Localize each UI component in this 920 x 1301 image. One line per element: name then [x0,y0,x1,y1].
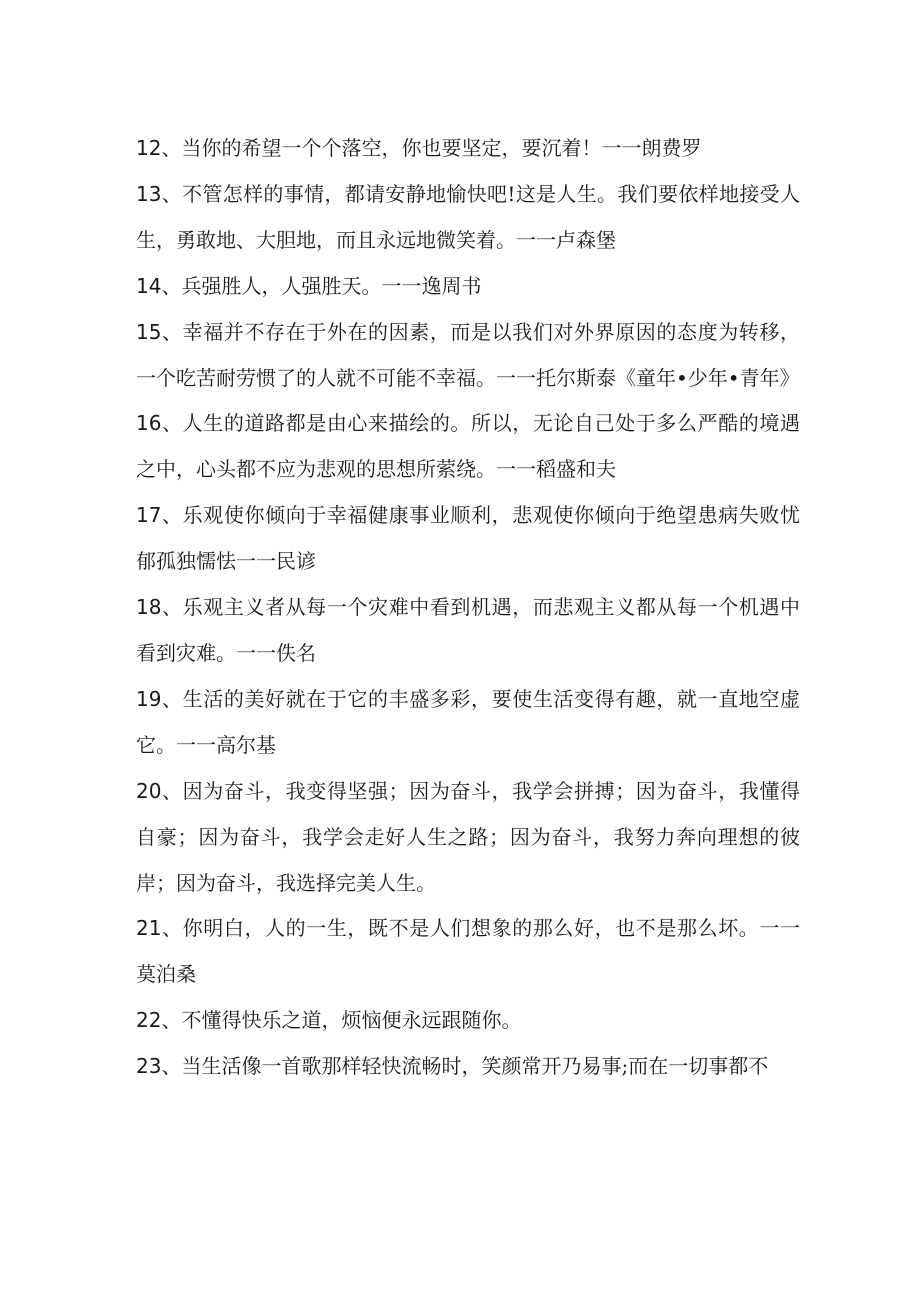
quote-text: 、乐观使你倾向于幸福健康事业顺利，悲观使你倾向于绝望患病失败忧郁孤独懦怯一一民谚 [136,503,800,574]
quote-list [136,126,800,1090]
quote-text: 、人生的道路都是由心来描绘的。所以，无论自己处于多么严酷的境遇之中，心头都不应为悲观的思想所萦绕。一一稻盛和夫 [136,411,800,482]
quote-item [136,126,800,172]
quote-text: 、乐观主义者从每一个灾难中看到机遇，而悲观主义都从每一个机遇中看到灾难。一一佚名 [136,595,800,665]
quote-number: 20 [136,778,162,803]
quote-text: 、不管怎样的事情，都请安静地愉快吧!这是人生。我们要依样地接受人生，勇敢地、大胆地，而且永远地微笑着。一一卢森堡 [136,181,800,252]
quote-item [136,172,800,264]
quote-number: 13 [136,181,162,206]
quote-item [136,769,800,907]
quote-text: 、因为奋斗，我变得坚强；因为奋斗，我学会拼搏；因为奋斗，我懂得自豪；因为奋斗，我学会走好人生之路；因为奋斗，我努力奔向理想的彼岸；因为奋斗，我选择完美人生。 [136,778,800,895]
quote-number: 18 [136,595,162,620]
quote-item [136,310,800,402]
quote-number: 12 [136,136,162,160]
quote-number: 19 [136,686,162,711]
quote-text: 、当你的希望一个个落空，你也要坚定，要沉着！一一朗费罗 [161,136,702,160]
quote-item [136,906,800,998]
quote-item [136,1044,800,1090]
quote-text: 、不懂得快乐之道，烦恼便永远跟随你。 [161,1008,522,1033]
quote-number: 15 [136,319,162,344]
quote-item [136,998,800,1044]
quote-number: 17 [136,503,162,528]
quote-text: 、兵强胜人，人强胜天。一一逸周书 [161,273,482,298]
quote-text: 、当生活像一首歌那样轻快流畅时，笑颜常开乃易事;而在一切事都不 [161,1054,769,1079]
quote-item [136,677,800,769]
quote-number: 16 [136,411,162,436]
quote-item [136,264,800,310]
quote-number: 23 [136,1054,162,1079]
quote-text: 、你明白，人的一生，既不是人们想象的那么好，也不是那么坏。一一莫泊桑 [136,916,800,987]
quote-text: 、幸福并不存在于外在的因素，而是以我们对外界原因的态度为转移，一个吃苦耐劳惯了的人就不可能不幸福。一一托尔斯泰《童年•少年•青年》 [136,319,800,390]
quote-item [136,401,800,493]
quote-number: 14 [136,273,162,298]
quote-item [136,585,800,677]
quote-number: 22 [136,1008,162,1033]
quote-number: 21 [136,916,162,941]
quote-item [136,493,800,585]
quote-text: 、生活的美好就在于它的丰盛多彩，要使生活变得有趣，就一直地空虚它。一一高尔基 [136,686,800,757]
